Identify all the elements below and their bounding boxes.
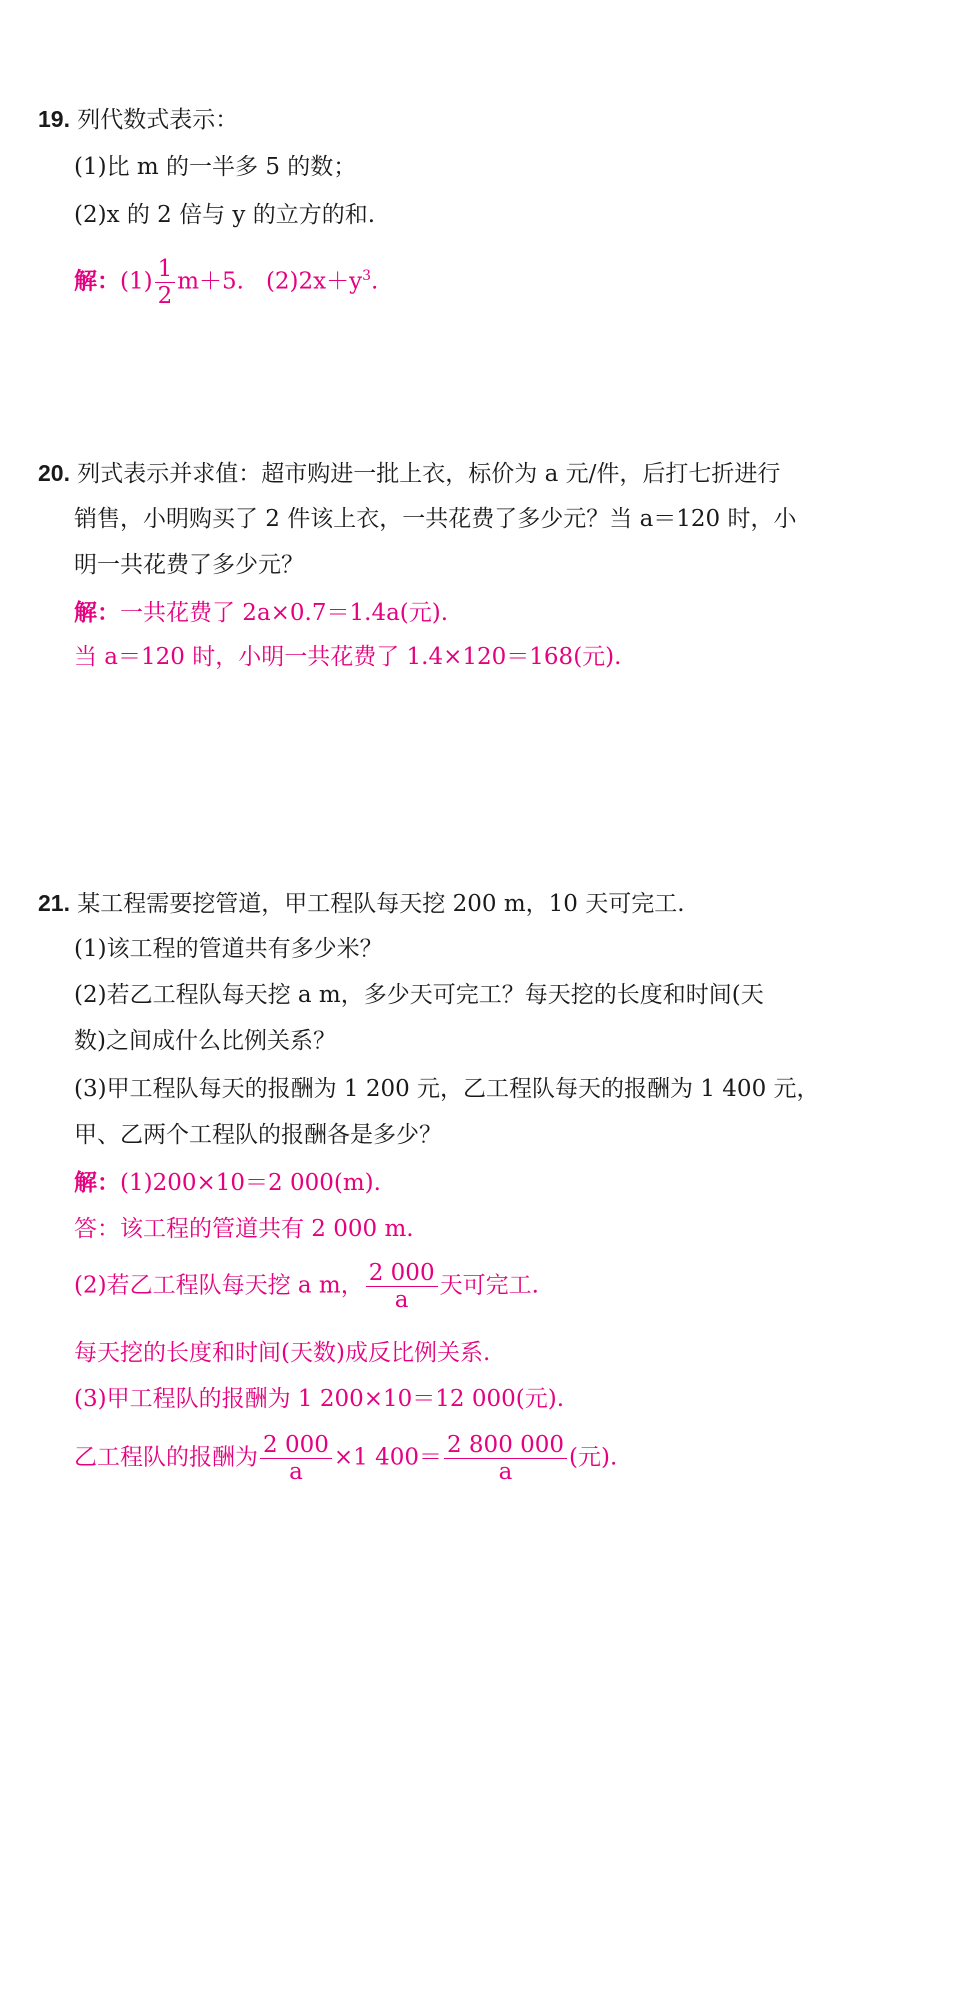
- q19-answer-exponent: 3: [362, 267, 372, 284]
- q20-answer-line-1: [74, 598, 448, 628]
- q21-answer-line-5: (3)甲工程队的报酬为 1 200×10＝12 000(元).: [74, 1386, 565, 1412]
- q21-stem-line-1: [38, 888, 685, 919]
- q19-answer-fraction: [155, 256, 176, 309]
- q21-line6-frac2-numerator: 2 800 000: [446, 1432, 565, 1458]
- q19-number: 19.: [38, 106, 70, 132]
- q21-answer-label: 解：: [74, 1170, 120, 1196]
- q20-number: 20.: [38, 460, 70, 486]
- q20-stem-line-1: [38, 458, 780, 489]
- q19-answer: [74, 256, 378, 309]
- q21-answer-line-6-fraction-1: [260, 1432, 332, 1485]
- q19-answer-p1-suffix: m＋5.: [177, 268, 244, 295]
- q21-line-1-text: 某工程需要挖管道，甲工程队每天挖 200 m，10 天可完工.: [77, 891, 685, 917]
- q21-stem-line-3: (2)若乙工程队每天挖 a m，多少天可完工？每天挖的长度和时间(天: [74, 982, 764, 1008]
- q21-answer-line-2: 答：该工程的管道共有 2 000 m.: [74, 1216, 414, 1242]
- q21-line6-frac1-denominator: a: [260, 1458, 332, 1485]
- q21-answer-line-4: 每天挖的长度和时间(天数)成反比例关系.: [74, 1340, 491, 1366]
- q21-line6-frac1-numerator: 2 000: [263, 1432, 329, 1458]
- q21-line3-frac-numerator: 2 000: [368, 1260, 435, 1286]
- q21-answer-line-6-prefix: 乙工程队的报酬为: [74, 1444, 258, 1471]
- q21-answer-line-6: [74, 1432, 617, 1485]
- q21-answer-line-3-suffix: 天可完工.: [439, 1272, 539, 1299]
- q20-stem-line-2: 销售，小明购买了 2 件该上衣，一共花费了多少元？当 a＝120 时，小: [74, 506, 797, 532]
- q20-stem-line-3: 明一共花费了多少元？: [74, 552, 304, 578]
- q21-answer-line-3-fraction: [366, 1260, 438, 1313]
- q19-item-1: (1)比 m 的一半多 5 的数；: [74, 154, 357, 180]
- q19-stem: [38, 104, 238, 135]
- q21-answer-line-6-suffix: (元).: [569, 1444, 618, 1471]
- q21-answer-line-3: [74, 1260, 539, 1313]
- q20-answer-line-1-text: 一共花费了 2a×0.7＝1.4a(元).: [120, 600, 449, 626]
- q21-answer-line-6-fraction-2: [444, 1432, 567, 1485]
- q19-answer-p2-end: .: [371, 268, 379, 295]
- q21-stem-line-4: 数)之间成什么比例关系？: [74, 1028, 336, 1054]
- q19-stem-text: 列代数式表示：: [77, 107, 239, 133]
- q21-stem-line-5: (3)甲工程队每天的报酬为 1 200 元，乙工程队每天的报酬为 1 400 元，: [74, 1076, 820, 1102]
- q19-answer-label: 解：: [74, 268, 120, 295]
- q19-frac-denominator: 2: [155, 282, 176, 309]
- q21-stem-line-2: (1)该工程的管道共有多少米？: [74, 936, 383, 962]
- q21-line6-frac2-denominator: a: [444, 1458, 567, 1485]
- q21-answer-line-6-mid: ×1 400＝: [333, 1444, 442, 1471]
- q20-answer-label: 解：: [74, 600, 120, 626]
- q20-answer-line-2: 当 a＝120 时，小明一共花费了 1.4×120＝168(元).: [74, 644, 622, 670]
- q19-item-2: (2)x 的 2 倍与 y 的立方的和.: [74, 202, 376, 228]
- q19-answer-p2: (2)2x＋y: [265, 268, 363, 295]
- q19-answer-p1-prefix: (1): [120, 268, 153, 295]
- q21-number: 21.: [38, 890, 70, 916]
- q21-stem-line-6: 甲、乙两个工程队的报酬各是多少？: [74, 1122, 442, 1148]
- q19-frac-numerator: 1: [157, 256, 173, 282]
- q21-line3-frac-denominator: a: [366, 1286, 438, 1313]
- q21-answer-line-1-text: (1)200×10＝2 000(m).: [120, 1170, 381, 1196]
- q20-line-1-text: 列式表示并求值：超市购进一批上衣，标价为 a 元/件，后打七折进行: [77, 461, 781, 487]
- q21-answer-line-1: [74, 1168, 381, 1198]
- q21-answer-line-3-prefix: (2)若乙工程队每天挖 a m，: [74, 1272, 364, 1299]
